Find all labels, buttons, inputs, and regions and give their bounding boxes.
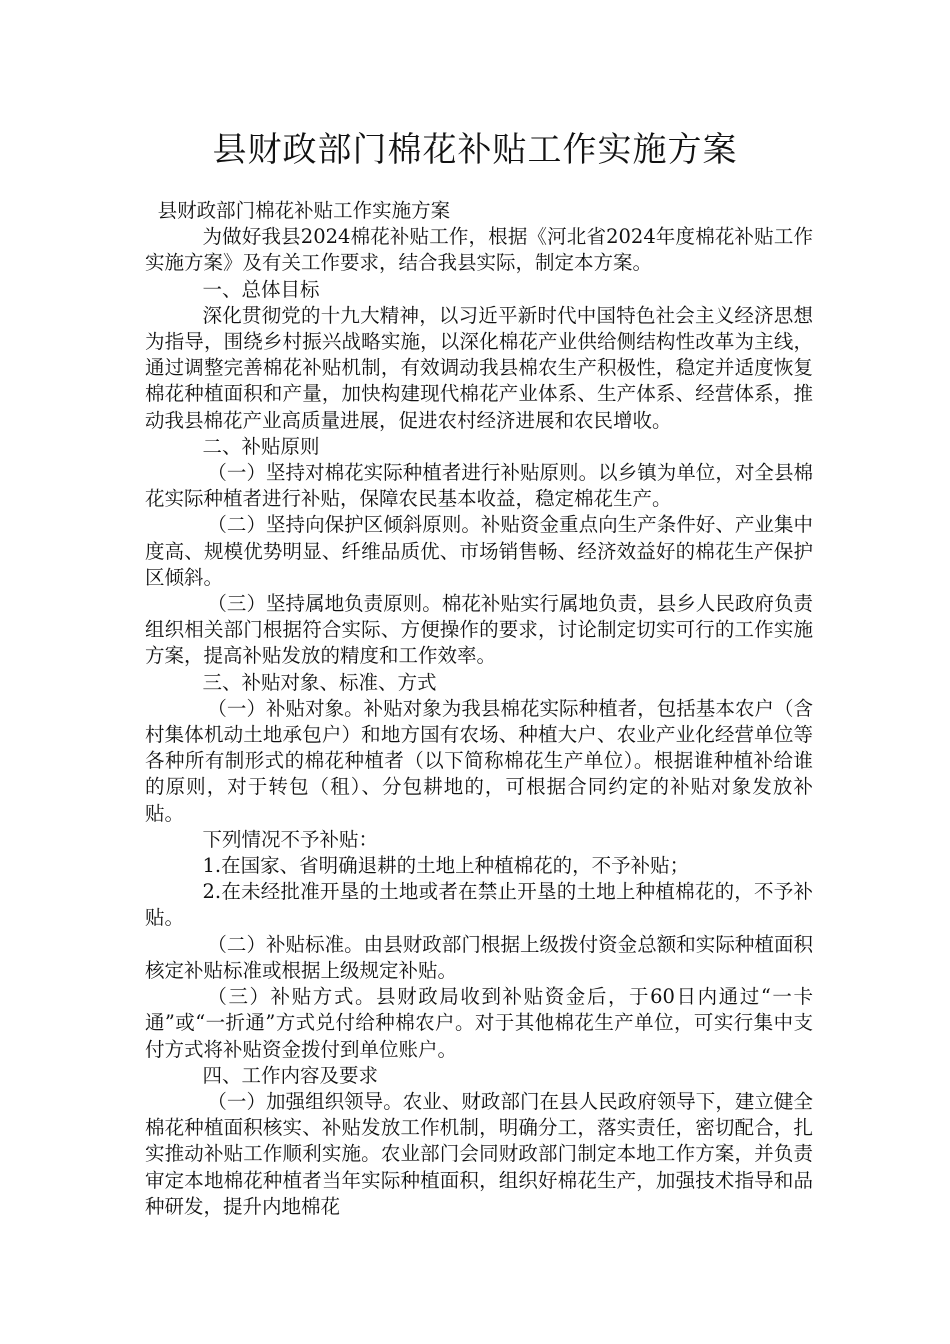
section-heading-2: 二、补贴原则 [202,434,320,458]
section-heading-3: 三、补贴对象、标准、方式 [202,670,437,694]
paragraph-subsidy-target: （一）补贴对象。补贴对象为我县棉花实际种植者，包括基本农户（含村集体机动土地承包户）和地方国有农场、种植大户、农业产业化经营单位等各种所有制形式的棉花种植者（以下简称棉花生产单位）。根据谁种植补给谁的原则，对于转包（租）、分包耕地的，可根据合同约定的补贴对象发放补贴。 [145,696,813,825]
paragraph-subsidy-standard: （二）补贴标准。由县财政部门根据上级拨付资金总额和实际种植面积核定补贴标准或根据上级规定补贴。 [145,932,813,982]
section-heading-4: 四、工作内容及要求 [202,1063,379,1087]
paragraph-exclusion-1: 1.在国家、省明确退耕的土地上种植棉花的，不予补贴； [202,854,690,878]
document-subtitle: 县财政部门棉花补贴工作实施方案 [157,199,451,222]
paragraph-exclusions-intro: 下列情况不予补贴： [202,827,379,851]
section-heading-1: 一、总体目标 [202,277,320,301]
paragraph-principle-2: （二）坚持向保护区倾斜原则。补贴资金重点向生产条件好、产业集中度高、规模优势明显、纤维品质优、市场销售畅、经济效益好的棉花生产保护区倾斜。 [145,513,813,589]
paragraph-principle-3: （三）坚持属地负责原则。棉花补贴实行属地负责，县乡人民政府负责组织相关部门根据符合实际、方便操作的要求，讨论制定切实可行的工作实施方案，提高补贴发放的精度和工作效率。 [145,592,813,668]
paragraph-subsidy-method: （三）补贴方式。县财政局收到补贴资金后，于60日内通过“一卡通”或“一折通”方式兑付给种棉农户。对于其他棉花生产单位，可实行集中支付方式将补贴资金拨付到单位账户。 [145,985,813,1061]
document-body [145,198,813,1220]
paragraph-exclusion-2: 2.在未经批准开垦的土地或者在禁止开垦的土地上种植棉花的，不予补贴。 [145,880,813,930]
paragraph-goals: 深化贯彻党的十九大精神，以习近平新时代中国特色社会主义经济思想为指导，围绕乡村振兴战略实施，以深化棉花产业供给侧结构性改革为主线，通过调整完善棉花补贴机制，有效调动我县棉农生产积极性，稳定并适度恢复棉花种植面积和产量，加快构建现代棉花产业体系、生产体系、经营体系，推动我县棉花产业高质量进展，促进农村经济进展和农民增收。 [145,303,813,432]
paragraph-principle-1: （一）坚持对棉花实际种植者进行补贴原则。以乡镇为单位，对全县棉花实际种植者进行补贴，保障农民基本收益，稳定棉花生产。 [145,461,813,511]
paragraph-organization: （一）加强组织领导。农业、财政部门在县人民政府领导下，建立健全棉花种植面积核实、补贴发放工作机制，明确分工，落实责任，密切配合，扎实推动补贴工作顺利实施。农业部门会同财政部门制定本地工作方案，并负责审定本地棉花种植者当年实际种植面积，组织好棉花生产，加强技术指导和品种研发，提升内地棉花 [145,1089,813,1218]
paragraph-intro: 为做好我县2024棉花补贴工作，根据《河北省2024年度棉花补贴工作实施方案》及有关工作要求，结合我县实际，制定本方案。 [145,225,813,275]
document-title: 县财政部门棉花补贴工作实施方案 [212,130,738,170]
